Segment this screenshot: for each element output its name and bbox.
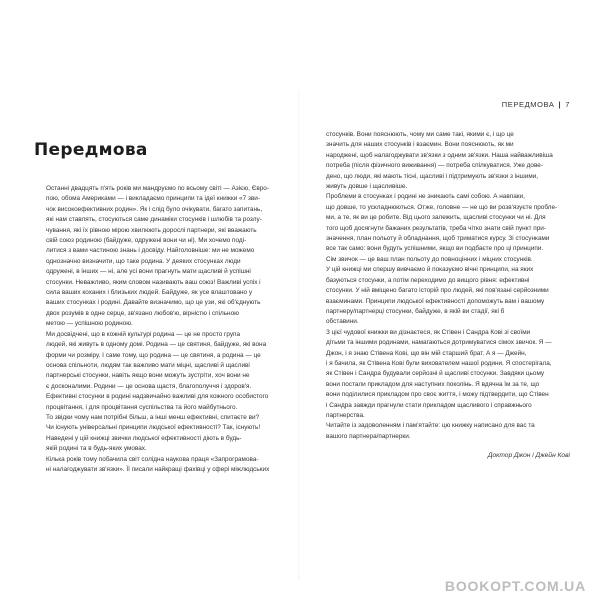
text-line: людей, які живуть в одному домі. Родина — це святиня, байдуже, які вона (46, 341, 267, 349)
text-line: які нам ставлять, стосуються саме динаміки стосунків і шлюбів та розлу- (46, 216, 262, 224)
text-line: партнерства. (326, 411, 365, 419)
text-line: Джон, і я знаю Стівена Кові, що він мій старший брат. А я — Джейн, (326, 349, 527, 357)
text-line: однозначно визначити, що таке родина. У деяких стосунках люди (46, 257, 241, 265)
text-line: ми, а те, як ви це робите. Від цього залежить, щасливі стосунки чи ні. Для (326, 214, 546, 222)
text-line: і я бачила, як Стівена Кові були вихователем нашої родини. Я спостерігала, (326, 359, 552, 367)
right-body (314, 130, 570, 442)
text-line: якій родині та в будь-яких умовах. (46, 445, 147, 453)
text-line: базуються стосунки, а потім переходимо до вищого рівня: ефективні (326, 276, 530, 284)
text-line: все так само: вони будуть успішними, якщо ви подбаєте про ці принципи. (326, 245, 544, 253)
text-line: дітьми та іншими родинами, намагаються дотримуватися сімох звичок. Я — (326, 339, 552, 347)
right-page (314, 100, 570, 570)
text-line: дено, що люди, які мають тісні, щасливі і підтримують зв'язки з іншими, (326, 172, 539, 180)
text-line: чок високоефективних родин». Як і слід було очікувати, багато запитань, (46, 205, 263, 213)
text-line: Сім звичок — це ваш план польоту до повноцінних і міцних стосунків. (326, 255, 533, 263)
text-line: Останні двадцять п'ять років ми мандруємо по всьому світі — Азією, Євро- (46, 185, 269, 192)
text-line: вони постали прикладом для наступних поколінь. Я вдячна їм за те, що (326, 380, 540, 388)
watermark: BOOKOPT.COM.UA (444, 578, 586, 594)
text-line: То звідки чому нам потрібні більш, а інші менш ефективні, спитаєте ви? (46, 413, 260, 421)
paragraph (314, 130, 570, 192)
text-line: З цієї чудової книжки ви дізнаєтеся, як Стівен і Сандра Кові зі своїми (326, 328, 531, 336)
text-line: вони поділилися прикладом про своє життя, і можу підтвердити, що Стівен (326, 391, 549, 399)
text-line: пою, обома Америками — і викладаємо принципи та ідеї книжки «7 зви- (46, 195, 260, 203)
signature: Доктор Джон і Джейн Кові (487, 452, 570, 460)
text-line: У цій книжці ми спершу вивчаємо й показуємо вічні принципи, на яких (326, 266, 534, 274)
text-line: і Сандра завжди прагнули стати прикладом щасливого і справжнього (326, 401, 532, 409)
paragraph (34, 455, 290, 476)
page-number: 7 (565, 100, 570, 109)
text-line: ваших стосунках і родині. Давайте визначимо, що це узи, які об'єднують (46, 299, 261, 307)
text-line: є досконалими. Родини — це основа щастя, благополуччя і здоров'я. (46, 382, 252, 390)
paragraph (314, 192, 570, 265)
left-page (34, 100, 290, 570)
text-line: одружені, в інших — ні, але усі вони прагнуть мати щасливі й успішні (46, 268, 251, 276)
text-line: партнеру/партнерці стосунки, байдуже, в якій ви стадії, які б (326, 307, 505, 315)
paragraph (34, 413, 290, 455)
text-line: стосунки. Неважливо, яким словом називають ваш союз! Важливі успіх і (46, 278, 261, 286)
paragraph (314, 421, 570, 442)
text-line: двох розумів в одне серце, зв'язано любов'ю, вірністю і спільною (46, 309, 239, 317)
text-line: значить для наших стосунків і взаємин. Вони пояснюють, як ми (326, 141, 514, 149)
text-line: Ми досвідчені, що в кожній культурі родина — це не просто група (46, 330, 241, 338)
left-body (34, 184, 290, 475)
text-line: стосунки. У ній вміщено багато історій про людей, які пов'язані серйозними (326, 287, 549, 295)
text-line: народжені, щоб налагоджувати зв'язки з одним зв'язки. Наша найважливіша (326, 151, 553, 159)
text-line: живуть довше і щасливіше. (326, 183, 408, 191)
text-line: потреба (після фізичного виживання) — потреба спілкуватися. Уже дове- (326, 162, 543, 170)
text-line: Кілька років тому побачила світ солідна наукова праця «Запрограмова- (46, 455, 259, 463)
text-line: метою — успішною родиною. (46, 320, 133, 328)
text-line: литися з вами частиною знань і досвіду. Найголовніше: ми не можемо (46, 247, 255, 255)
text-line: Проблеми в стосунках і родині не зникають самі собою. А навпаки, (326, 193, 525, 201)
paragraph (34, 184, 290, 330)
book-gutter (298, 90, 300, 580)
text-line: взаєминами. Принципи людської ефективності допоможуть вам і вашому (326, 297, 545, 305)
paragraph (34, 330, 290, 413)
text-line: форми чи розміру. І саме тому, що родина — це святиня, а родина — це (46, 351, 261, 359)
text-line: чування, які їх рівною мірою хвилюють дорослі партнери, які вважають (46, 226, 257, 234)
text-line: обставини. (326, 318, 359, 326)
text-line: Читайте із задоволенням і пам'ятайте: цю книжку написано для вас та (326, 422, 535, 430)
running-head-separator: | (558, 100, 562, 109)
text-line: основа спільноти, людям так важливо мати міцні, щасливі й щасливі (46, 361, 250, 369)
text-line: стосунків. Вони пояснюють, чому ми саме такі, якими є, і що це (326, 131, 514, 138)
text-line: Наведені у цій книжці звички людської ефективності діють в будь- (46, 434, 242, 442)
text-line: партнерські стосунки, навіть якщо вони можуть зустріти, хоч вони не (46, 372, 250, 380)
text-line: що довше, то ускладнюються. Отже, головне — не що ви розв'язуєте пробле- (326, 203, 558, 211)
text-line: процвітання, і для процвітання суспільства та його майбутнього. (46, 403, 238, 411)
text-line: сила ваших коханих і близьких людей. Байдуже, як усе влаштовано у (46, 289, 253, 297)
text-line: вашого партнера/партнерки. (326, 432, 411, 440)
paragraph (314, 265, 570, 327)
text-line: значення, план польоту й обладнання, щоб триматися курсу. Зі стосунками (326, 235, 550, 243)
page-title: Передмова (34, 140, 148, 160)
text-line: свій союз родиною (байдуже, одружені вони чи ні). Ми хочемо поді- (46, 237, 247, 245)
text-line: як Стівен і Сандра будували серйозні й щасливі стосунки. Завдяки цьому (326, 370, 545, 378)
paragraph (314, 328, 570, 422)
running-head-section: ПЕРЕДМОВА (501, 100, 555, 109)
text-line: Чи існують універсальні принципи людської ефективності? Так, існують! (46, 424, 261, 432)
text-line: Ефективні стосунки в родині надзвичайно важливі для кожного особистого (46, 393, 269, 401)
text-line: того щоб досягнути бажаних результатів, треба чітко знати свій пункт при- (326, 224, 546, 232)
text-line: ні налагоджувати зв'язки». Її писали найкращі фахівці у сфері міжлюдських (46, 465, 270, 473)
